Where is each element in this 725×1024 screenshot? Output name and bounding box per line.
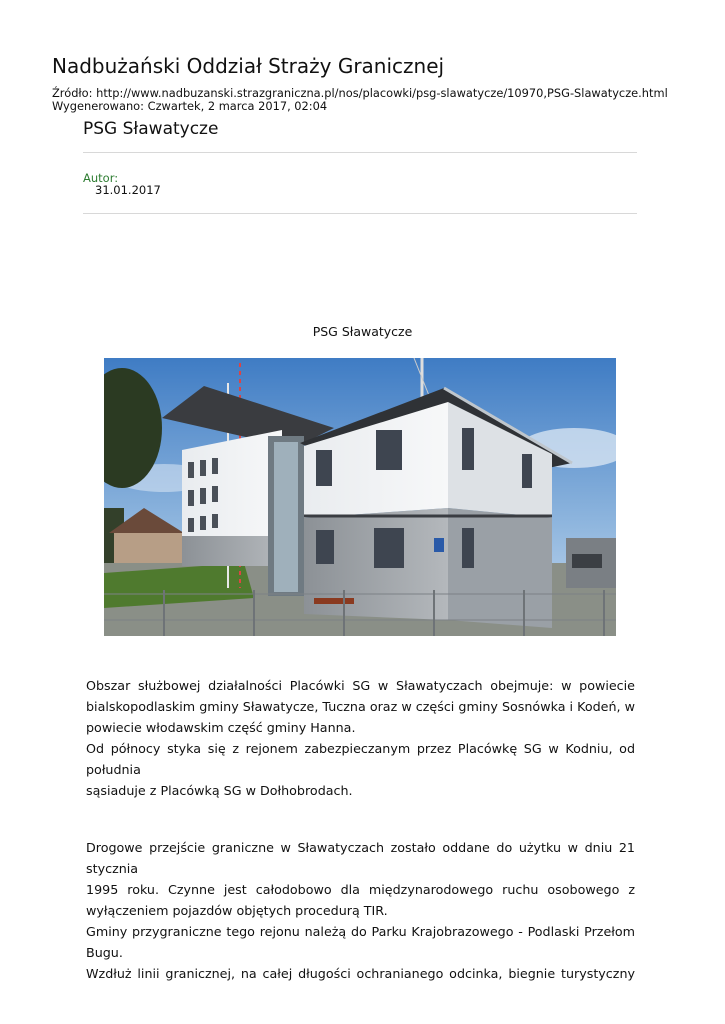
paragraph-line: Drogowe przejście graniczne w Sławatyczach zostało oddane do użytku w dniu 21 stycznia — [86, 840, 635, 876]
paragraph-2 — [86, 837, 635, 921]
paragraph-line: powiecie włodawskim część gminy Hanna. — [86, 720, 356, 735]
building-photo — [104, 358, 616, 636]
article-title: PSG Sławatycze — [83, 119, 219, 139]
paragraph-1 — [86, 675, 635, 801]
paragraph-3 — [86, 921, 635, 984]
paragraph-line: wyłączeniem pojazdów objętych procedurą TIR. — [86, 903, 388, 918]
paragraph-line: Wzdłuż linii granicznej, na całej długości ochranianego odcinka, biegnie turystyczny — [86, 966, 635, 981]
site-title: Nadbużański Oddział Straży Granicznej — [52, 54, 445, 78]
paragraph-line: bialskopodlaskim gminy Sławatycze, Tuczna oraz w części gminy Sosnówka i Kodeń, w — [86, 699, 635, 714]
source-url: Źródło: http://www.nadbuzanski.strazgraniczna.pl/nos/placowki/psg-slawatycze/10970,PSG-Slawatycze.html — [52, 86, 668, 100]
title-divider — [83, 152, 637, 153]
paragraph-line: sąsiaduje z Placówką SG w Dołhobrodach. — [86, 783, 353, 798]
paragraph-line: Obszar służbowej działalności Placówki SG w Sławatyczach obejmuje: w powiecie — [86, 678, 635, 693]
paragraph-line: 1995 roku. Czynne jest całodobowo dla międzynarodowego ruchu osobowego z — [86, 882, 635, 897]
source-meta — [52, 87, 668, 113]
publication-date: 31.01.2017 — [95, 183, 161, 197]
author-label: Autor: — [83, 171, 119, 185]
paragraph-line: Od północy styka się z rejonem zabezpieczanym przez Placówkę SG w Kodniu, od południa — [86, 741, 635, 777]
image-caption: PSG Sławatycze — [312, 324, 413, 339]
meta-divider — [83, 213, 637, 214]
paragraph-line: Gminy przygraniczne tego rejonu należą do Parku Krajobrazowego - Podlaski Przełom Bugu. — [86, 924, 635, 960]
generated-date: Wygenerowano: Czwartek, 2 marca 2017, 02:04 — [52, 99, 328, 113]
